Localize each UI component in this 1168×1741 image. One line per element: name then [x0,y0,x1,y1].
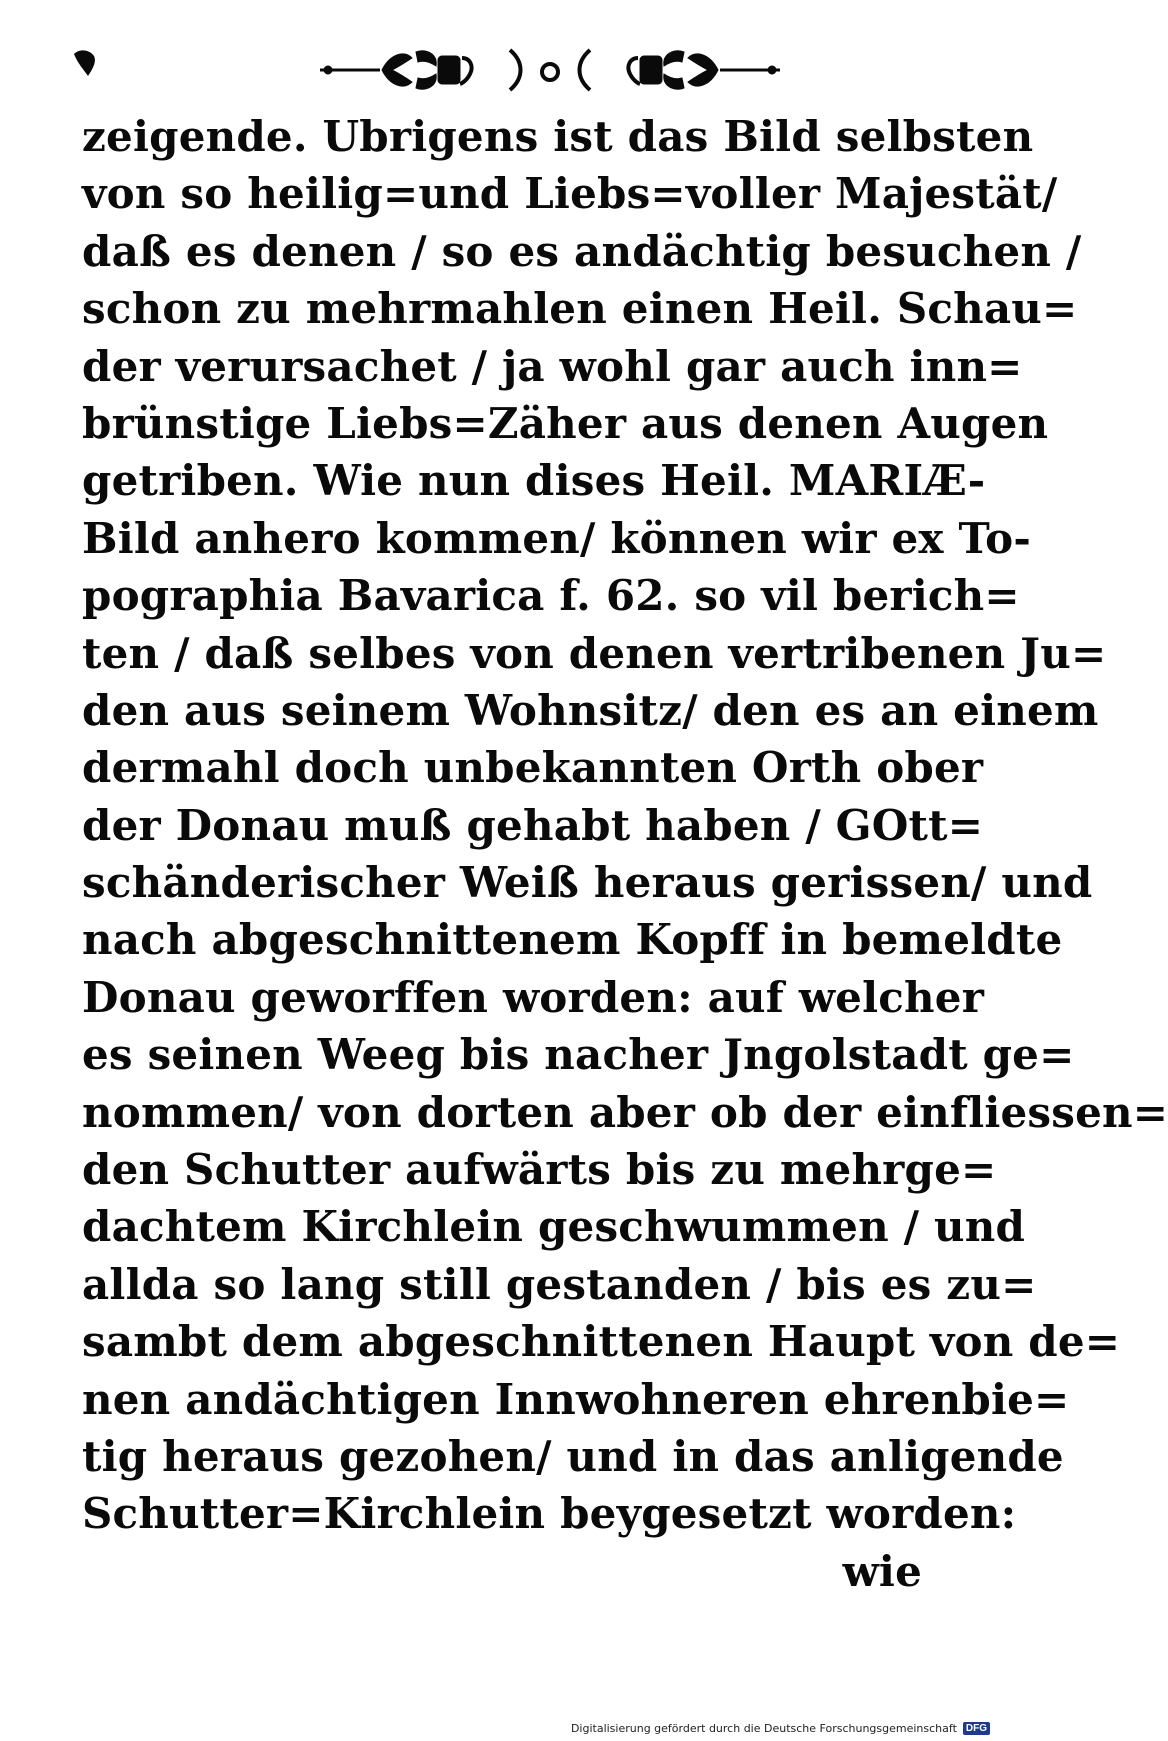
dfg-logo: DFG [963,1722,990,1735]
text-line: nen andächtigen Innwohneren ehrenbie= [82,1374,1070,1424]
text-line: den aus seinem Wohnsitz/ den es an einem [82,685,1099,735]
digitization-footer [571,1719,990,1737]
text-line: den Schutter aufwärts bis zu mehrge= [82,1145,997,1195]
text-line: schon zu mehrmahlen einen Heil. Schau= [82,284,1078,334]
text-line: sambt dem abgeschnittenen Haupt von de= [82,1317,1121,1367]
text-line: tig heraus gezohen/ und in das anligende [82,1431,1064,1481]
text-line: brünstige Liebs=Zäher aus denen Augen [82,398,1049,448]
page-header [70,40,920,100]
text-line: getriben. Wie nun dises Heil. MARIÆ- [82,456,986,506]
text-line: nommen/ von dorten aber ob der einfliessen= [82,1087,1168,1137]
text-line: von so heilig=und Liebs=voller Majestät/ [82,169,1058,219]
text-line: der verursachet / ja wohl gar auch inn= [82,341,1023,391]
text-line: nach abgeschnittenem Kopff in bemeldte [82,915,1063,965]
text-line: ten / daß selbes von denen vertribenen Ju= [82,628,1107,678]
text-line: Schutter=Kirchlein beygesetzt worden: [82,1489,1017,1539]
text-line: allda so lang still gestanden / bis es zu= [82,1259,1037,1309]
corner-ink-mark-icon [70,46,100,80]
text-line: daß es denen / so es andächtig besuchen / [82,226,1082,276]
catchword: wie [842,1546,922,1596]
text-line: Donau geworffen worden: auf welcher [82,972,985,1022]
footer-credit: Digitalisierung gefördert durch die Deutsche Forschungsgemeinschaft [570,1721,957,1735]
text-line: zeigende. Ubrigens ist das Bild selbsten [82,112,1034,161]
text-line: schänderischer Weiß heraus gerissen/ und [82,858,1093,908]
text-line: dachtem Kirchlein geschwummen / und [82,1202,1026,1252]
text-line: Bild anhero kommen/ können wir ex To- [82,513,1031,563]
text-line: pographia Bavarica f. 62. so vil berich= [82,571,1020,621]
text-line: der Donau muß gehabt haben / GOtt= [82,800,984,850]
text-line: dermahl doch unbekannten Orth ober [82,743,984,793]
body-text [82,108,1168,1600]
header-ornament-icon [320,40,780,100]
text-line: es seinen Weeg bis nacher Jngolstadt ge= [82,1030,1075,1080]
